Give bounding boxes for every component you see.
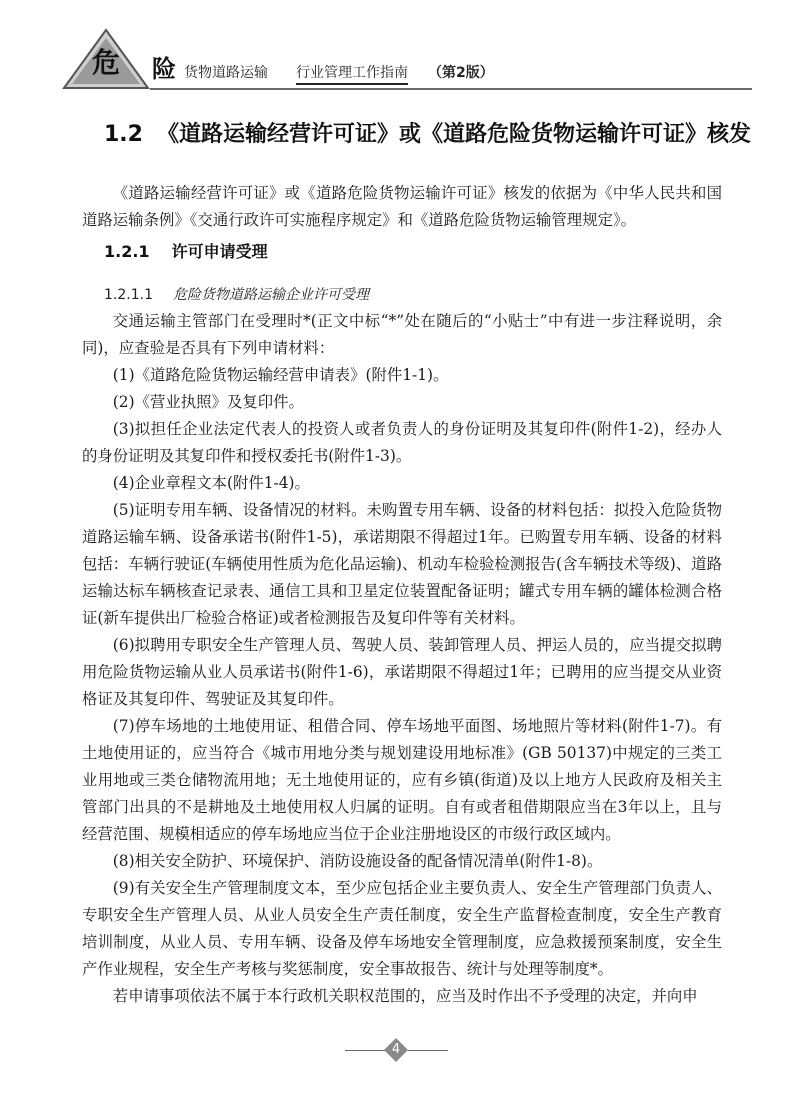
header-rule [150,88,752,90]
page-footer [0,1030,790,1070]
paragraph: (5)证明专用车辆、设备情况的材料。未购置专用车辆、设备的材料包括：拟投入危险货物道路运输车辆、设备承诺书(附件1-5)，承诺期限不得超过1年。已购置专用车辆、设备的材料包括：车辆行驶证(车辆使用性质为危化品运输)、机动车检验检测报告(含车辆技术等级)、道路运输达标车辆核查记录表、通信工具和卫星定位装置配备证明；罐式专用车辆的罐体检测合格证(新车提供出厂检验合格证)或者检测报告及复印件等有关材料。 [82,501,722,627]
body-content [82,308,722,1010]
subsection-title: 许可申请受理 [171,242,268,261]
subsubsection-title: 危险货物道路运输企业许可受理 [172,287,369,303]
paragraph: (7)停车场地的土地使用证、租借合同、停车场地平面图、场地照片等材料(附件1-7)。有土地使用证的，应当符合《城市用地分类与规划建设用地标准》(GB 50137)中规定的三类工业用地或三类仓储物流用地；无土地使用证的，应有乡镇(街道)及以上地方人民政府及相关主管部门出具的不是耕地及土地使用权人归属的证明。自有或者租借期限应当在3年以上，且与经营范围、规模相适应的停车场地应当位于企业注册地设区的市级行政区域内。 [82,717,722,843]
paragraph: (1)《道路危险货物运输经营申请表》(附件1-1)。 [112,366,449,384]
footer-rule-right [408,1050,448,1051]
paragraph: 交通运输主管部门在受理时*(正文中标“*”处在随后的“小贴士”中有进一步注释说明，余同)，应查验是否具有下列申请材料： [82,312,722,357]
page-number: 4 [391,1042,401,1057]
paragraph: 若申请事项依法不属于本行政机关职权范围的，应当及时作出不予受理的决定，并向申 [112,987,698,1005]
paragraph: (9)有关安全生产管理制度文本，至少应包括企业主要负责人、安全生产管理部门负责人、专职安全生产管理人员、从业人员安全生产责任制度，安全生产监督检查制度，安全生产教育培训制度，从业人员、专用车辆、设备及停车场地安全管理制度，应急救援预案制度，安全生产作业规程，安全生产考核与奖惩制度，安全事故报告、统计与处理等制度*。 [82,879,722,978]
subsection-heading [104,240,268,264]
section-number: 1.2 [104,122,143,147]
logo-char-danger: 危 [92,46,121,79]
paragraph: (3)拟担任企业法定代表人的投资人或者负责人的身份证明及其复印件(附件1-2)，经办人的身份证明及其复印件和授权委托书(附件1-3)。 [82,420,722,465]
section-heading [104,120,751,150]
header-edition: （第2版） [428,65,494,81]
running-header [62,20,752,90]
paragraph: (8)相关安全防护、环境保护、消防设施设备的配备情况清单(附件1-8)。 [112,852,603,870]
header-subtitle-part1: 货物道路运输 [184,65,268,81]
paragraph: (2)《营业执照》及复印件。 [112,393,304,411]
section-intro-block [82,180,722,234]
logo-char-risk: 险 [152,55,176,83]
subsubsection-heading [104,284,369,306]
paragraph: (6)拟聘用专职安全生产管理人员、驾驶人员、装卸管理人员、押运人员的，应当提交拟聘用危险货物运输从业人员承诺书(附件1-6)，承诺期限不得超过1年；已聘用的应当提交从业资格证及其复印件、驾驶证及其复印件。 [82,636,722,708]
subsubsection-number: 1.2.1.1 [104,287,153,303]
section-title: 《道路运输经营许可证》或《道路危险货物运输许可证》核发 [156,122,751,147]
paragraph: (4)企业章程文本(附件1-4)。 [112,474,310,492]
footer-rule-left [345,1050,385,1051]
section-intro: 《道路运输经营许可证》或《道路危险货物运输许可证》核发的依据为《中华人民共和国道路运输条例》《交通行政许可实施程序规定》和《道路危险货物运输管理规定》。 [82,184,722,229]
header-subtitle-part2: 行业管理工作指南 [296,64,408,85]
subsection-number: 1.2.1 [104,242,150,261]
